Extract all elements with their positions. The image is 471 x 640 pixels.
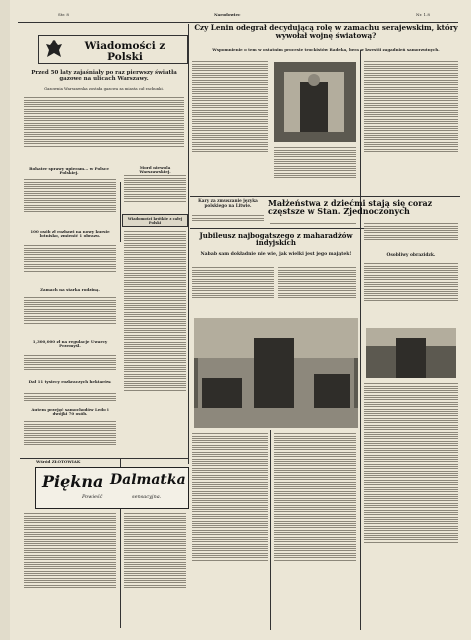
ad-word-2: Dalmatka [110, 472, 186, 488]
col2-text-1 [124, 174, 186, 214]
column-rule [360, 50, 361, 220]
col1-headline-1: Przed 50 laty zajaśniały po raz pierwszy światła gazowe na ulicach Warszawy. [31, 70, 177, 83]
marriage-headline: Małżeństwa z dziećmi stają się coraz częstsze w Stan. Zjednoczonych [268, 198, 433, 217]
novel-advert [35, 467, 189, 509]
eagle-emblem-icon [44, 38, 64, 60]
column-rule [120, 182, 121, 242]
marriage-text-3 [364, 382, 458, 622]
col1-headline-2: Bohater sprawy upieram... w Polsce Polskiej. [29, 166, 109, 176]
lithuania-headline: Kary za zmuszanie języka polskiego na Litwie. [198, 198, 258, 208]
lithuania-text [192, 214, 264, 226]
col1-deck-1: Gazownia Warszawska została gazowa za miasta cał rachunki. [44, 86, 164, 91]
jubilee-headline: Jubileusz najbogatszego z maharadżów indyjskich [199, 231, 353, 248]
marriage-text-2 [364, 222, 458, 252]
short-news-box [122, 214, 188, 227]
col1-text-3 [24, 244, 116, 284]
ad-line-2: sensacyjna. [132, 494, 162, 500]
masthead-title: Wiadomości z Polski [84, 40, 166, 64]
section-rule [190, 196, 460, 197]
col1-text-2 [24, 178, 116, 226]
ad-line-1: Powieść [82, 494, 103, 500]
jubilee-photo [194, 318, 358, 428]
column-rule [270, 430, 271, 630]
jubilee-text-4 [274, 432, 356, 628]
col1-text-7 [24, 420, 116, 456]
running-header [18, 10, 458, 23]
col2-text-2 [124, 230, 186, 456]
lenin-text-2 [274, 146, 356, 194]
marriage-text-1 [270, 222, 356, 228]
col1-headline-5: 1,300,000 zł na regulacje Uwarcy Przemyśl. [32, 339, 108, 349]
section-masthead [38, 35, 188, 64]
jubilee-text-1 [192, 266, 274, 314]
curio-headline: Osobliwy obrazidzk. [386, 253, 436, 258]
col1-headline-3: 100 osób zł rozbawi na nowy kursie lotnisko, zmienić 1 obrazu. [30, 229, 110, 239]
lenin-text-3 [364, 60, 458, 194]
col1-text-4 [24, 296, 116, 336]
col1-text-5 [24, 354, 116, 376]
lenin-text-1 [192, 60, 268, 194]
lenin-headline: Czy Lenin odegrał decydującą rolę w zamachu serajewskim, który wywołał wojnę światową? [194, 23, 458, 40]
lenin-photo [274, 62, 356, 142]
column-rule [188, 24, 189, 464]
novel-text-1 [24, 512, 116, 628]
short-news-title: Wiadomości krótkie z całej Polski [127, 217, 183, 225]
col2-headline-1: Mord niewola Warszawskiej. [139, 165, 171, 175]
page-number: Str. 8 [58, 12, 69, 17]
newspaper-name: Narodowiec [214, 12, 241, 17]
column-rule [360, 200, 361, 630]
page-edge [0, 0, 10, 640]
jubilee-text-3 [192, 432, 268, 628]
jubilee-text-2 [278, 266, 356, 314]
lenin-subhead: Wspomnienie o tem w ostatnim procesie trockistów Radeka, bera w kwestii zagadnień samorzutnych. [212, 47, 440, 52]
curio-text [364, 262, 458, 322]
col1-text-6 [24, 392, 116, 406]
curio-photo [366, 328, 456, 378]
issue-number: Nr. 1.8 [416, 12, 430, 17]
col1-headline-6: Dał 11 tysiecy rozkraczych hektarów. [28, 379, 112, 384]
jubilee-subhead: Nabab sam dokładnie nie wie, jak wielki jest jego majątek! [200, 252, 352, 257]
novel-text-2 [124, 512, 186, 628]
col1-headline-7: Autem przejęć samochodów Ledo i dwójki 70 osób. [31, 407, 109, 417]
ad-word-1: Piękna [42, 472, 104, 491]
ad-label: Wśród ZŁOTOWIAK [36, 459, 81, 464]
col1-headline-4: Zamach na starka rodziną. [40, 287, 100, 292]
col1-text-1 [24, 96, 184, 164]
